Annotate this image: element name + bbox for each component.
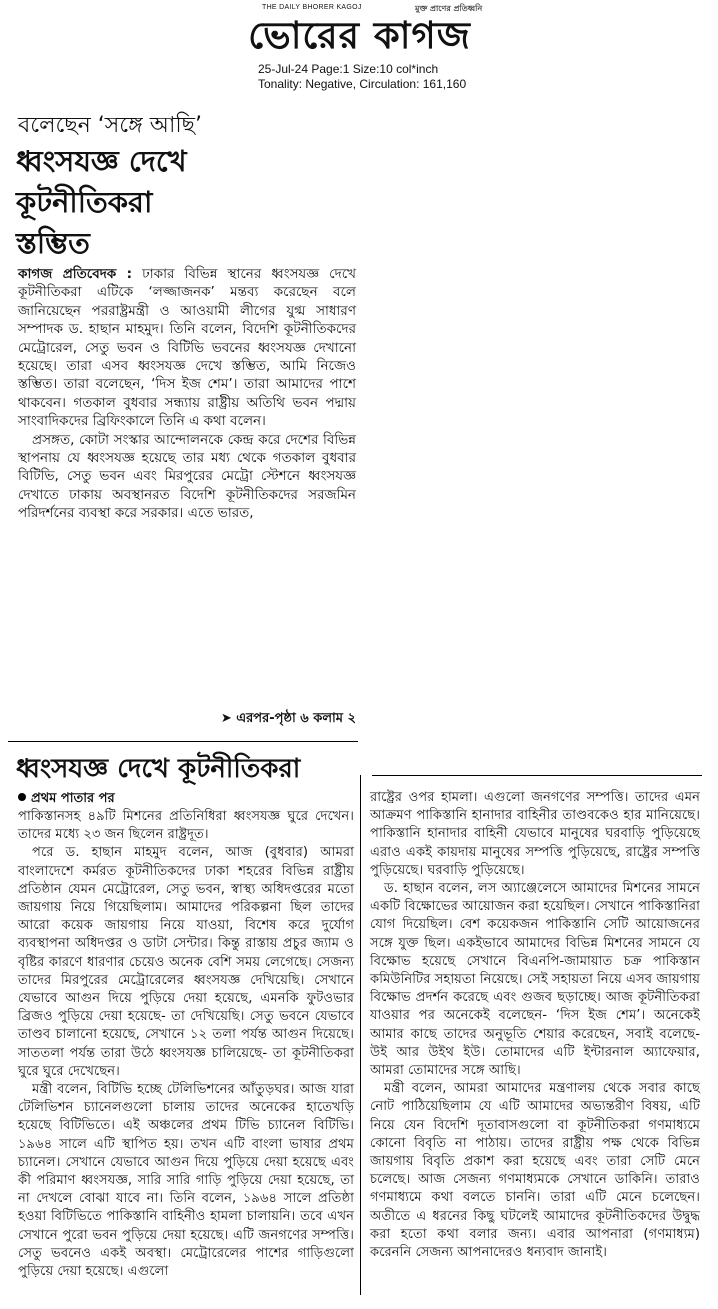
continuation-paragraph: রাষ্ট্রের ওপর হামলা। এগুলো জনগণের সম্পত্তি। তাদের এমন আক্রমণ পাকিস্তানি হানাদার বাহিনীর তাণ্ডবকেও হার মানিয়েছে। পাকিস্তানি হানাদার বাহিনী যেভাবে মানুষের ঘরবাড়ি পুড়িয়েছে এরাও একই কায়দায় মানুষের সম্পত্তি পুড়িয়েছে, রাষ্ট্রের সম্পত্তি পুড়িয়েছে। ঘরবাড়ি পুড়িয়েছে। (370, 790, 700, 878)
column-top-divider (372, 775, 702, 776)
article-paragraph: প্রসঙ্গত, কোটা সংস্কার আন্দোলনকে কেন্দ্র করে দেশের বিভিন্ন স্থাপনায় যে ধ্বংসযজ্ঞ হয়েছে তার মধ্য থেকে গতকাল বুধবার বিটিভি, সেতু ভবন এবং মিরপুরের মেট্রো স্টেশনে ধ্বংসযজ্ঞ দেখাতে ঢাকায় অবস্থানরত বিদেশি কূটনীতিকদের সরজমিন পরিদর্শনের ব্যবস্থা করে সরকার। এতে ভারত, (18, 431, 356, 522)
continuation-headline: ধ্বংসযজ্ঞ দেখে কূটনীতিকরা (16, 754, 301, 784)
continuation-paragraph: পাকিস্তানসহ ৪৯টি মিশনের প্রতিনিধিরা ধ্বংসযজ্ঞ ঘুরে দেখেন। তাদের মধ্যে ২৩ জন ছিলেন রাষ্ট্রদূত। (18, 809, 354, 843)
article-headline-line-1: ধ্বংসযজ্ঞ দেখে (16, 144, 187, 178)
masthead (0, 0, 718, 92)
bullet-icon (18, 793, 26, 801)
article-paragraph-text: ঢাকার বিভিন্ন স্থানের ধ্বংসযজ্ঞ দেখে কূটনীতিকরা এটিকে ‘লজ্জাজনক’ মন্তব্য করেছেন বলে জানিয়েছেন পররাষ্ট্রমন্ত্রী ও আওয়ামী লীগের যুগ্ম সাধারণ সম্পাদক ড. হাছান মাহমুদ। তিনি বলেন, বিদেশি কূটনীতিকদের মেট্রোরেল, সেতু ভবন ও বিটিভি ভবনের ধ্বংসযজ্ঞ দেখানো হয়েছে। তারা এসব ধ্বংসযজ্ঞ দেখে স্তম্ভিত, আমি নিজেও স্তম্ভিত। তারা বলেছেন, ‘দিস ইজ শেম’। তারা আমাদের পাশে থাকবেন। গতকাল বুধবার সন্ধ্যায় রাষ্ট্রীয় অতিথি ভবন পদ্মায় সাংবাদিকদের ব্রিফিংকালে তিনি এ কথা বলেন। (18, 266, 357, 430)
masthead-tagline: মুক্ত প্রাণের প্রতিধ্বনি (415, 4, 483, 13)
continued-from-text: প্রথম পাতার পর (31, 791, 115, 806)
article-byline: কাগজ প্রতিবেদক : (18, 266, 133, 282)
masthead-english-name: THE DAILY BHORER KAGOJ (262, 4, 362, 11)
clipping-meta-tonality: Tonality: Negative, Circulation: 161,160 (258, 77, 467, 91)
continuation-paragraph: পরে ড. হাছান মাহমুদ বলেন, আজ (বুধবার) আমরা বাংলাদেশে কর্মরত কূটনীতিকদের ঢাকা শহরের বিভিন্ন রাষ্ট্রীয় প্রতিষ্ঠান যেমন মেট্রোরেল, সেতু ভবন, স্বাস্থ্য অধিদপ্তরের মতো জায়গায় নিয়ে গিয়েছিলাম। আমাদের পরিকল্পনা ছিল তাদের আরো কয়েক জায়গায় নিয়ে যাওয়া, বিশেষ করে দুর্যোগ ব্যবস্থাপনা অধিদপ্তর ও ডাটা সেন্টার। কিন্তু রাস্তায় প্রচুর জ্যাম ও বৃষ্টির কারণে ধারণার চেয়েও অনেক বেশি সময় লেগেছে। সেজন্য তাদের মিরপুরের মেট্রোরেলের ধ্বংসযজ্ঞ দেখিয়েছি। সেখানে যেভাবে আগুন দিয়ে পুড়িয়ে দেয়া হয়েছে, এমনকি ফুটওভার ব্রিজও পুড়িয়ে দেয়া হয়েছে- তা দেখিয়েছি। সেতু ভবনে যেভাবে তাণ্ডব চালানো হয়েছে, সেখানে ১২ তলা পর্যন্ত আগুন দিয়েছে। সাততলা পর্যন্ত তারা উঠে ধ্বংসযজ্ঞ চালিয়েছে- তা কূটনীতিকরা ঘুরে ঘুরে দেখেছেন। (18, 845, 354, 1079)
article-kicker: বলেছেন ‘সঙ্গে আছি’ (18, 113, 203, 138)
masthead-logo-title: ভোরের কাগজ (248, 14, 471, 57)
continuation-paragraph: ড. হাছান বলেন, লস অ্যাঞ্জেলেসে আমাদের মিশনের সামনে একটি বিক্ষোভের আয়োজন করা হয়েছিল। সেখানে পাকিস্তানিরা যোগ দিয়েছিল। বেশ কয়েকজন পাকিস্তানি সেটি আয়োজনের সঙ্গে যুক্ত ছিল। একইভাবে আমাদের বিভিন্ন মিশনের সামনে যে বিক্ষোভ হয়েছে সেখানে বিএনপি-জামায়াত চক্র পাকিস্তান কমিউনিটির সহায়তা নিয়েছে। সেই সহায়তা নিয়ে এসব জায়গায় বিক্ষোভ প্রদর্শন করেছে এবং গুজব ছড়াচ্ছে। আজ কূটনীতিকরা যাওয়ার পর অনেকেই বলেছেন- ‘দিস ইজ শেম’। অনেকেই আমার কাছে তাদের অনুভূতি শেয়ার করেছেন, সবাই বলেছে- উই আর উইথ ইউ। তোমাদের এটি ইন্টারনাল অ্যাফেয়ার, আমরা তোমাদের সঙ্গে আছি। (370, 881, 700, 1079)
continuation-left-column (18, 808, 354, 1281)
article-body (18, 265, 356, 523)
article-headline-line-3: স্তম্ভিত (16, 226, 90, 260)
continuation-paragraph: মন্ত্রী বলেন, আমরা আমাদের মন্ত্রণালয় থেকে সবার কাছে নোট পাঠিয়েছিলাম যে এটি আমাদের অভ্যন্তরীণ বিষয়, এটি নিয়ে যেন বিদেশি দূতাবাসগুলো বা কূটনীতিকরা গণমাধ্যমে কোনো বিবৃতি না পাঠায়। তাদের রাষ্ট্রীয় পক্ষ থেকে বিভিন্ন জায়গায় বিবৃতি প্রকাশ করা হয়েছে এবং তারা সেটি মেনে চলেছে। আজ সেজন্য গণমাধ্যমকে সেখানে ডাকিনি। তারাও গণমাধ্যমে কথা বলতে চাননি। তারা এটি মেনে চলেছেন। অতীতে এ ধরনের কিছু ঘটলেই আমাদের কূটনীতিকদের উদ্বুদ্ধ করা হতো কথা বলার জন্য। এবার আপনারা (গণমাধ্যম) করেননি সেজন্য আপনাদেরও ধন্যবাদ জানাই। (370, 1081, 700, 1261)
continued-on-link: ➤ এরপর-পৃষ্ঠা ৬ কলাম ২ (220, 711, 356, 726)
continuation-right-column (370, 789, 700, 1262)
continuation-paragraph: মন্ত্রী বলেন, বিটিভি হচ্ছে টেলিভিশনের আঁতুড়ঘর। আজ যারা টেলিভিশন চ্যানেলগুলো চালায় তাদের অনেকের হাতেখড়ি হয়েছে বিটিভিতে। এই অঞ্চলের প্রথম টিভি চ্যানেল বিটিভি। ১৯৬৪ সালে এটি স্থাপিত হয়। তখন এটি বাংলা ভাষার প্রথম চ্যানেল। সেখানে যেভাবে আগুন দিয়ে পুড়িয়ে দেয়া হয়েছে এবং কী পরিমাণ ধ্বংসযজ্ঞ, সারি সারি গাড়ি পুড়িয়ে দেয়া হয়েছে, তা না দেখলে বোঝা যাবে না। তিনি বলেন, ১৯৬৪ সালে প্রতিষ্ঠা হওয়া বিটিভিতে পাকিস্তানি বাহিনীও হামলা চালায়নি। তবে এখন সেখানে পুরো ভবন পুড়িয়ে দেয়া হয়েছে। এটি জনগণের সম্পত্তি। সেতু ভবনেও একই অবস্থা। মেট্রোরেলের পাশের গাড়িগুলো পুড়িয়ে দেয়া হয়েছে। এগুলো (18, 1082, 354, 1280)
section-divider (8, 741, 358, 742)
clipping-meta-date-size: 25-Jul-24 Page:1 Size:10 col*inch (258, 62, 439, 76)
column-divider (360, 775, 361, 1295)
article-headline-line-2: কূটনীতিকরা (16, 185, 153, 219)
continued-from-label (18, 789, 115, 810)
article-paragraph (18, 265, 356, 431)
